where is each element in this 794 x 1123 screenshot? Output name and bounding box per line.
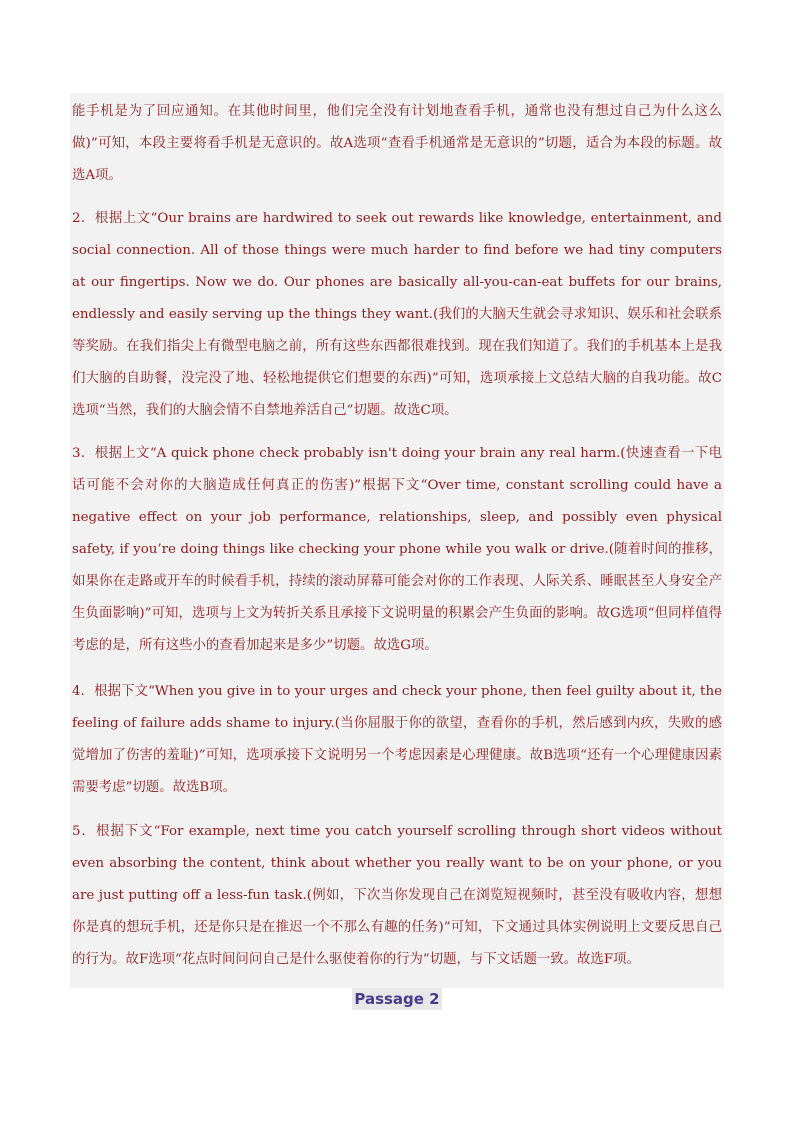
explanation-paragraph-4: 4．根据下文“When you give in to your urges and check your phone, then feel guilty about it, the feeling of failure adds shame to injury.(当你屈服于你的欲望，查看你的手机，然后感到内疚，失败的感觉增加了伤害的羞耻)”可知，选项承接下文说明另一个考虑因素是心理健康。故B选项“还有一个心理健康因素需要考虑”切题。故选B项。 [72,684,722,795]
explanation-paragraph-2: 2．根据上文“Our brains are hardwired to seek out rewards like knowledge, entertainment, and social connection. All of those things were much harder to find before we had tiny computers at our fingertips. Now we do. Our phones are basically all-you-can-eat buffets for our brains, endlessly and easily serving up the things they want.(我们的大脑天生就会寻求知识、娱乐和社会联系等奖励。在我们指尖上有微型电脑之前，所有这些东西都很难找到。现在我们知道了。我们的手机基本上是我们大脑的自助餐，没完没了地、轻松地提供它们想要的东西)”可知，选项承接上文总结大脑的自我功能。故C选项“当然，我们的大脑会情不自禁地养活自己”切题。故选C项。 [72,211,722,418]
explanation-paragraph-3: 3．根据上文“A quick phone check probably isn't doing your brain any real harm.(快速查看一下电话可能不会对你的大脑造成任何真正的伤害)”根据下文“Over time, constant scrolling could have a negative effect on your job performance, relationships, sleep, and possibly even physical safety, if you’re doing things like checking your phone while you walk or drive.(随着时间的推移，如果你在走路或开车的时候看手机，持续的滚动屏幕可能会对你的工作表现、人际关系、睡眠甚至人身安全产生负面影响)”可知，选项与上文为转折关系且承接下文说明量的积累会产生负面的影响。故G选项“但同样值得考虑的是，所有这些小的查看加起来是多少”切题。故选G项。 [72,446,722,653]
section-heading-text: Passage 2 [354,990,440,1008]
explanation-paragraph-5: 5．根据下文“For example, next time you catch yourself scrolling through short videos without even absorbing the content, think about whether you really want to be on your phone, or you are just putting off a less-fun task.(例如，下次当你发现自己在浏览短视频时，甚至没有吸收内容，想想你是真的想玩手机，还是你只是在推迟一个不那么有趣的任务)”可知，下文通过具体实例说明上文要反思自己的行为。故F选项“花点时间问问自己是什么驱使着你的行为”切题，与下文话题一致。故选F项。 [72,824,722,967]
section-heading [0,988,794,1010]
explanation-paragraph-1: 能手机是为了回应通知。在其他时间里，他们完全没有计划地查看手机，通常也没有想过自己为什么这么做)”可知，本段主要将看手机是无意识的。故A选项“查看手机通常是无意识的”切题，适合为本段的标题。故选A项。 [72,104,722,183]
